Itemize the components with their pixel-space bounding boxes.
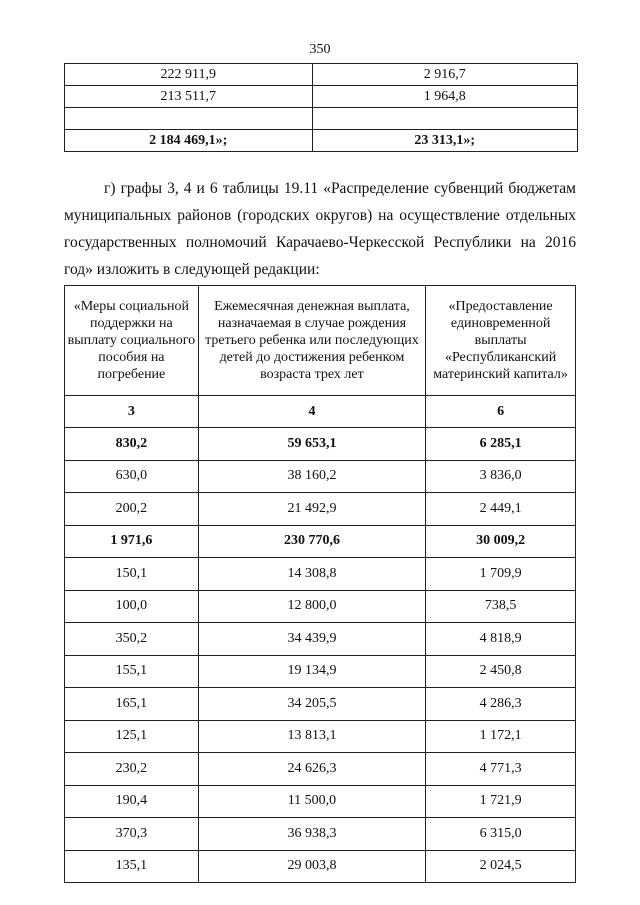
table-row: [65, 590, 576, 623]
table-cell: 1 709,9: [426, 558, 576, 591]
table-row: [65, 525, 576, 558]
table-cell: 350,2: [65, 623, 199, 656]
header-cell-6: «Предоставление единовременной выплаты «Республиканский материнский капитал»: [426, 286, 576, 396]
table-cell: 30 009,2: [426, 525, 576, 558]
table-cell: 200,2: [65, 493, 199, 526]
header-cell-3: «Меры социальной поддержки на выплату социального пособия на погребение: [65, 286, 199, 396]
table-cell: 222 911,9: [65, 64, 313, 86]
column-number: 4: [198, 396, 425, 428]
table-cell: 12 800,0: [198, 590, 425, 623]
table-cell: 2 916,7: [312, 64, 577, 86]
page-number: 350: [309, 42, 331, 57]
table-cell: 4 818,9: [426, 623, 576, 656]
table-cell: 630,0: [65, 460, 199, 493]
table-row: [65, 688, 576, 721]
table-header-row: [65, 286, 576, 396]
table-cell: 190,4: [65, 785, 199, 818]
subvention-table: [64, 285, 576, 883]
header-cell-4: Ежемесячная денежная выплата, назначаемая в случае рождения третьего ребенка или последующих детей до достижения ребенком возраста трех лет: [198, 286, 425, 396]
table-row: [65, 64, 578, 86]
table-cell: 165,1: [65, 688, 199, 721]
table-cell: 34 205,5: [198, 688, 425, 721]
table-row: [65, 753, 576, 786]
table-cell: 738,5: [426, 590, 576, 623]
table-row: [65, 818, 576, 851]
table-cell: 6 315,0: [426, 818, 576, 851]
table-cell: 230,2: [65, 753, 199, 786]
table-cell: 24 626,3: [198, 753, 425, 786]
paragraph-text: г) графы 3, 4 и 6 таблицы 19.11 «Распределение субвенций бюджетам муниципальных районов (городских округов) на осуществление отдельных государственных полномочий Карачаево-Черкесской Республики на 2016 год» изложить в следующей редакции:: [64, 180, 576, 278]
top-table: [64, 63, 578, 152]
table-cell: 1 721,9: [426, 785, 576, 818]
table-cell: 2 024,5: [426, 850, 576, 883]
table-cell: 11 500,0: [198, 785, 425, 818]
table-cell: 14 308,8: [198, 558, 425, 591]
instruction-paragraph: [64, 175, 576, 283]
table-cell: 213 511,7: [65, 86, 313, 108]
table-cell: 34 439,9: [198, 623, 425, 656]
table-cell: 155,1: [65, 655, 199, 688]
table-cell: 1 971,6: [65, 525, 199, 558]
table-cell: 19 134,9: [198, 655, 425, 688]
table-cell: 13 813,1: [198, 720, 425, 753]
table-cell: 830,2: [65, 428, 199, 461]
table-cell: [65, 108, 313, 130]
table-row: [65, 720, 576, 753]
table-cell: 370,3: [65, 818, 199, 851]
table-row: [65, 108, 578, 130]
table-cell: 36 938,3: [198, 818, 425, 851]
table-cell: 135,1: [65, 850, 199, 883]
column-number-row: [65, 396, 576, 428]
table-cell: 125,1: [65, 720, 199, 753]
table-row: [65, 558, 576, 591]
table-cell: 4 286,3: [426, 688, 576, 721]
table-cell: 2 450,8: [426, 655, 576, 688]
table-row: [65, 655, 576, 688]
table-cell: 2 449,1: [426, 493, 576, 526]
table-row: [65, 785, 576, 818]
table-row: [65, 493, 576, 526]
table-cell: 2 184 469,1»;: [65, 130, 313, 152]
table-cell: 21 492,9: [198, 493, 425, 526]
table-cell: 4 771,3: [426, 753, 576, 786]
table-cell: 6 285,1: [426, 428, 576, 461]
table-cell: [312, 108, 577, 130]
table-cell: 3 836,0: [426, 460, 576, 493]
table-row: [65, 850, 576, 883]
table-row: [65, 623, 576, 656]
column-number: 3: [65, 396, 199, 428]
table-cell: 230 770,6: [198, 525, 425, 558]
table-cell: 100,0: [65, 590, 199, 623]
table-cell: 1 964,8: [312, 86, 577, 108]
table-cell: 29 003,8: [198, 850, 425, 883]
table-row: [65, 86, 578, 108]
table-cell: 38 160,2: [198, 460, 425, 493]
column-number: 6: [426, 396, 576, 428]
table-cell: 59 653,1: [198, 428, 425, 461]
table-cell: 23 313,1»;: [312, 130, 577, 152]
table-row: [65, 460, 576, 493]
table-cell: 150,1: [65, 558, 199, 591]
table-row: [65, 130, 578, 152]
table-cell: 1 172,1: [426, 720, 576, 753]
table-row: [65, 428, 576, 461]
